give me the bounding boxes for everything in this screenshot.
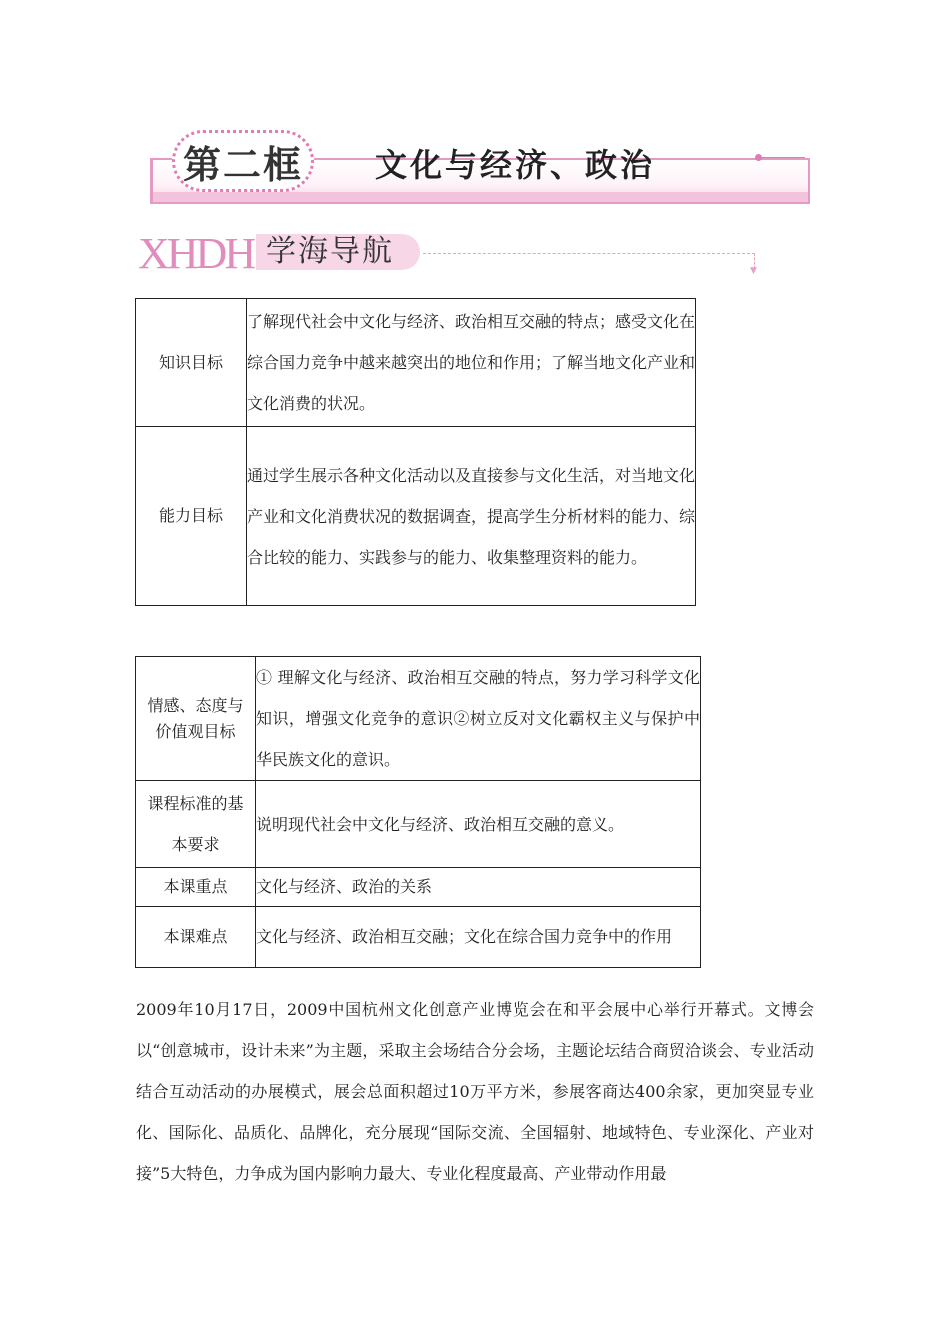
chapter-banner [150,128,810,208]
section-code: XHDH [138,229,254,278]
row-label: 情感、态度与价值观目标 [136,657,256,781]
row-text: 文化与经济、政治相互交融；文化在综合国力竞争中的作用 [256,907,701,968]
row-text: 说明现代社会中文化与经济、政治相互交融的意义。 [256,781,701,868]
row-label: 能力目标 [136,427,247,606]
chapter-title: 文化与经济、政治 [375,146,656,184]
down-arrow-icon: ▼ [750,266,757,276]
row-text: 通过学生展示各种文化活动以及直接参与文化生活，对当地文化产业和文化消费状况的数据调查，提高学生分析材料的能力、综合比较的能力、实践参与的能力、收集整理资料的能力。 [247,427,696,606]
row-text: ① 理解文化与经济、政治相互交融的特点，努力学习科学文化知识，增强文化竞争的意识②树立反对文化霸权主义与保护中华民族文化的意识。 [256,657,701,781]
row-label: 本课难点 [136,907,256,968]
table-row [136,299,696,427]
row-label: 本课重点 [136,868,256,907]
body-paragraph: 2009年10月17日，2009中国杭州文化创意产业博览会在和平会展中心举行开幕式。文博会以“创意城市，设计未来”为主题，采取主会场结合分会场，主题论坛结合商贸洽谈会、专业活动结合互动活动的办展模式，展会总面积超过10万平方米，参展客商达400余家，更加突显专业化、国际化、品质化、品牌化，充分展现“国际交流、全国辐射、地域特色、专业深化、产业对接”5大特色，力争成为国内影响力最大、专业化程度最高、产业带动作用最 [136,1000,814,1183]
goals-table [135,656,701,968]
table-row [136,427,696,606]
row-label: 知识目标 [136,299,247,427]
table-row [136,907,701,968]
row-text: 了解现代社会中文化与经济、政治相互交融的特点；感受文化在综合国力竞争中越来越突出的地位和作用；了解当地文化产业和文化消费的状况。 [247,299,696,427]
objectives-table [135,298,696,606]
section-title: 学海导航 [266,234,394,269]
row-label: 课程标准的基本要求 [136,781,256,868]
table-row [136,781,701,868]
row-text: 文化与经济、政治的关系 [256,868,701,907]
table-row [136,868,701,907]
section-divider [423,253,755,254]
section-header [138,226,763,276]
banner-line [760,157,805,158]
chapter-badge: 第二框 [172,130,314,192]
table-row [136,657,701,781]
